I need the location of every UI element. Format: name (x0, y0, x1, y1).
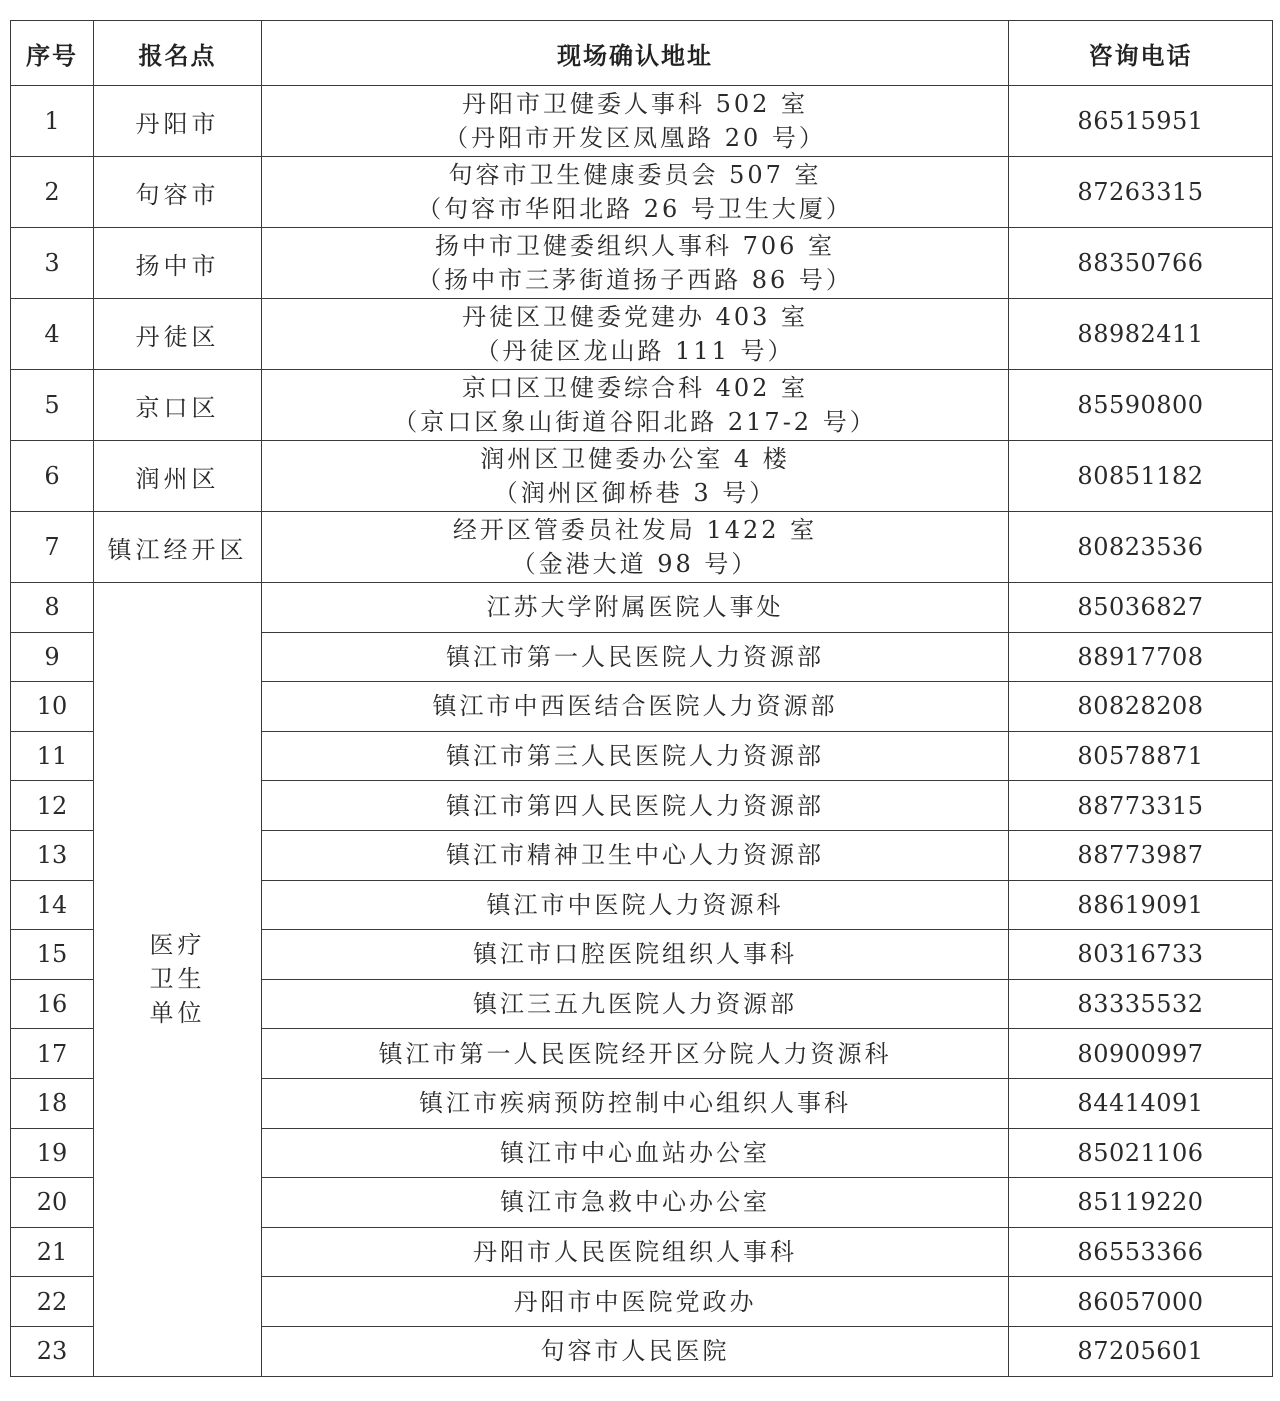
table-row (11, 299, 1273, 370)
row-address: 镇江三五九医院人力资源部 (262, 979, 1009, 1029)
row-address: 镇江市急救中心办公室 (262, 1178, 1009, 1228)
row-phone: 88982411 (1009, 299, 1273, 370)
row-seq: 5 (11, 370, 94, 441)
row-phone: 88773315 (1009, 781, 1273, 831)
address-line: （润州区御桥巷 3 号） (493, 479, 777, 507)
row-phone: 80851182 (1009, 441, 1273, 512)
row-address: 镇江市口腔医院组织人事科 (262, 930, 1009, 980)
address-line: （丹阳市开发区凤凰路 20 号） (444, 124, 826, 152)
row-phone: 83335532 (1009, 979, 1273, 1029)
row-seq: 7 (11, 512, 94, 583)
address-line: （京口区象山街道谷阳北路 217-2 号） (393, 408, 877, 436)
row-phone: 87263315 (1009, 157, 1273, 228)
row-address: 句容市人民医院 (262, 1326, 1009, 1376)
row-phone: 85119220 (1009, 1178, 1273, 1228)
address-line: 京口区卫健委综合科 402 室 (461, 374, 809, 402)
row-address: 镇江市第三人民医院人力资源部 (262, 731, 1009, 781)
address-line: 扬中市卫健委组织人事科 706 室 (434, 232, 836, 260)
table-row (11, 86, 1273, 157)
table-row (11, 512, 1273, 583)
medical-site-line: 单位 (149, 999, 206, 1028)
header-seq: 序号 (11, 21, 94, 86)
row-address (262, 228, 1009, 299)
table-row (11, 228, 1273, 299)
medical-site-line: 医疗 (149, 931, 206, 960)
row-seq: 2 (11, 157, 94, 228)
row-site: 扬中市 (94, 228, 262, 299)
row-address (262, 157, 1009, 228)
address-line: （金港大道 98 号） (511, 550, 759, 578)
address-line: （丹徒区龙山路 111 号） (475, 337, 795, 365)
header-phone: 咨询电话 (1009, 21, 1273, 86)
row-seq: 20 (11, 1178, 94, 1228)
address-line: 丹阳市卫健委人事科 502 室 (461, 90, 809, 118)
row-seq: 3 (11, 228, 94, 299)
row-address (262, 370, 1009, 441)
row-phone: 85036827 (1009, 583, 1273, 633)
row-seq: 12 (11, 781, 94, 831)
row-seq: 4 (11, 299, 94, 370)
row-seq: 18 (11, 1078, 94, 1128)
address-line: 句容市卫生健康委员会 507 室 (448, 161, 822, 189)
row-seq: 23 (11, 1326, 94, 1376)
row-phone: 85590800 (1009, 370, 1273, 441)
header-address: 现场确认地址 (262, 21, 1009, 86)
row-site: 润州区 (94, 441, 262, 512)
row-site: 丹徒区 (94, 299, 262, 370)
table-row (11, 583, 1273, 633)
row-address: 丹阳市人民医院组织人事科 (262, 1227, 1009, 1277)
row-seq: 22 (11, 1277, 94, 1327)
row-address: 镇江市疾病预防控制中心组织人事科 (262, 1078, 1009, 1128)
row-phone: 85021106 (1009, 1128, 1273, 1178)
row-address (262, 441, 1009, 512)
row-address: 镇江市第四人民医院人力资源部 (262, 781, 1009, 831)
row-address: 镇江市第一人民医院人力资源部 (262, 632, 1009, 682)
row-address: 镇江市中心血站办公室 (262, 1128, 1009, 1178)
row-phone: 87205601 (1009, 1326, 1273, 1376)
row-seq: 16 (11, 979, 94, 1029)
table-header-row (11, 21, 1273, 86)
table-row (11, 441, 1273, 512)
row-address: 镇江市中西医结合医院人力资源部 (262, 682, 1009, 732)
row-address (262, 512, 1009, 583)
row-seq: 11 (11, 731, 94, 781)
row-phone: 86057000 (1009, 1277, 1273, 1327)
row-seq: 19 (11, 1128, 94, 1178)
table-row (11, 370, 1273, 441)
row-phone: 88773987 (1009, 830, 1273, 880)
row-phone: 86553366 (1009, 1227, 1273, 1277)
row-phone: 88619091 (1009, 880, 1273, 930)
address-line: 润州区卫健委办公室 4 楼 (480, 445, 790, 473)
row-seq: 13 (11, 830, 94, 880)
row-address: 镇江市中医院人力资源科 (262, 880, 1009, 930)
address-line: （扬中市三茅街道扬子西路 86 号） (417, 266, 853, 294)
row-seq: 10 (11, 682, 94, 732)
row-phone: 80823536 (1009, 512, 1273, 583)
medical-site-line: 卫生 (149, 965, 206, 994)
row-site: 句容市 (94, 157, 262, 228)
address-line: 丹徒区卫健委党建办 403 室 (461, 303, 809, 331)
address-line: （句容市华阳北路 26 号卫生大厦） (417, 195, 853, 223)
medical-group-site (94, 583, 262, 1377)
row-phone: 86515951 (1009, 86, 1273, 157)
table-body (11, 86, 1273, 1377)
row-address: 丹阳市中医院党政办 (262, 1277, 1009, 1327)
row-seq: 17 (11, 1029, 94, 1079)
row-phone: 84414091 (1009, 1078, 1273, 1128)
row-seq: 9 (11, 632, 94, 682)
row-phone: 88350766 (1009, 228, 1273, 299)
row-seq: 8 (11, 583, 94, 633)
row-phone: 88917708 (1009, 632, 1273, 682)
row-address (262, 299, 1009, 370)
row-phone: 80900997 (1009, 1029, 1273, 1079)
row-seq: 14 (11, 880, 94, 930)
row-seq: 1 (11, 86, 94, 157)
address-line: 经开区管委员社发局 1422 室 (452, 516, 818, 544)
row-site: 镇江经开区 (94, 512, 262, 583)
row-address: 镇江市第一人民医院经开区分院人力资源科 (262, 1029, 1009, 1079)
table-row (11, 157, 1273, 228)
row-seq: 21 (11, 1227, 94, 1277)
row-address: 镇江市精神卫生中心人力资源部 (262, 830, 1009, 880)
row-site: 京口区 (94, 370, 262, 441)
row-address (262, 86, 1009, 157)
row-phone: 80828208 (1009, 682, 1273, 732)
registration-contact-table (10, 20, 1273, 1377)
row-seq: 15 (11, 930, 94, 980)
row-seq: 6 (11, 441, 94, 512)
row-address: 江苏大学附属医院人事处 (262, 583, 1009, 633)
row-site: 丹阳市 (94, 86, 262, 157)
row-phone: 80316733 (1009, 930, 1273, 980)
row-phone: 80578871 (1009, 731, 1273, 781)
header-site: 报名点 (94, 21, 262, 86)
